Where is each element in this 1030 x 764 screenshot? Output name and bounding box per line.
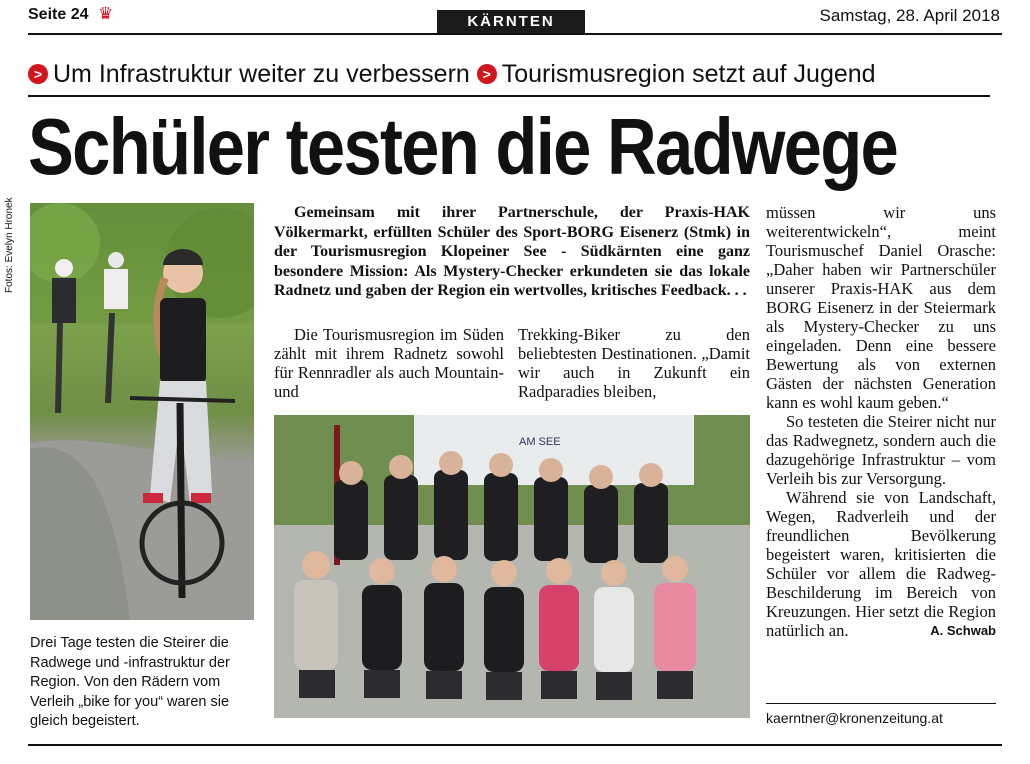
author-byline: A. Schwab: [930, 623, 996, 638]
arrow-right-icon: >: [28, 64, 48, 84]
article-column-3: [766, 203, 996, 640]
page-number: Seite 24: [28, 6, 89, 23]
kicker: [28, 60, 876, 89]
photo-caption: Drei Tage testen die Steirer die Radwege und -infrastruktur der Region. Von den Rädern vom Verleih „bike for you“ waren sie gleich begeistert.: [30, 635, 230, 729]
photo-credit: Fotos: Evelyn Hronek: [4, 197, 15, 293]
banner-text: AM SEE: [519, 436, 561, 448]
headline: Schüler testen die Radwege: [28, 102, 898, 191]
header-rule: [28, 33, 1002, 35]
article-column-2: Trekking-Biker zu den beliebtesten Destinationen. „Damit wir auch in Zukunft ein Radparadies bleiben,: [518, 325, 750, 401]
contact-email[interactable]: kaerntner@kronenzeitung.at: [766, 710, 943, 726]
kicker-part-1: Um Infrastruktur weiter zu verbessern: [53, 60, 470, 88]
article-column-1: Die Tourismusregion im Süden zählt mit ihrem Radnetz sowohl für Rennradler als auch Mountain- und: [274, 325, 504, 401]
cyclists-photo: [30, 203, 254, 620]
group-photo: [274, 415, 750, 718]
cyclists-illustration: [30, 203, 254, 620]
article-lead: Gemeinsam mit ihrer Partnerschule, der Praxis-HAK Völkermarkt, erfüllten Schüler des Sport-BORG Eisenerz (Stmk) in der Tourismusregion Klopeiner See - Südkärnten eine ganz besondere Mission: Als Mystery-Checker erkundeten sie das lokale Radnetz und gaben der Region ein wertvolles, kritisches Feedback. . .: [274, 204, 750, 299]
article-paragraph: So testeten die Steirer nicht nur das Radwegnetz, sondern auch die dazugehörige Infrastruktur – vom Verleih bis zur Versorgung.: [766, 412, 996, 488]
article-paragraph-text: Während sie von Landschaft, Wegen, Radverleih und der freundlichen Bevölkerung begeistert waren, kritisierten die Schüler vor allem die Radweg-Beschilderung im Bereich von Kreuzungen. Hier setzt die Region natürlich an.: [766, 488, 996, 640]
crown-icon: ♛: [98, 4, 114, 24]
section-label: KÄRNTEN: [437, 10, 585, 33]
arrow-right-icon: >: [477, 64, 497, 84]
contact-rule: [766, 703, 996, 704]
group-illustration: [274, 415, 750, 718]
kicker-rule: [28, 95, 990, 97]
article-paragraph: müssen wir uns weiterentwickeln“, meint Tourismuschef Daniel Orasche: „Daher haben wir Partnerschüler unserer Praxis-HAK aus dem BORG Eisenerz in der Steiermark als Mystery-Checker zu uns eingeladen. Denn eine bessere Bewertung als von externen Gästen der nächsten Generation kann es wohl kaum geben.“: [766, 203, 996, 412]
kicker-part-2: Tourismusregion setzt auf Jugend: [501, 60, 876, 88]
footer-rule: [28, 744, 1002, 746]
issue-date: Samstag, 28. April 2018: [819, 6, 1000, 25]
article-paragraph: [766, 488, 996, 640]
